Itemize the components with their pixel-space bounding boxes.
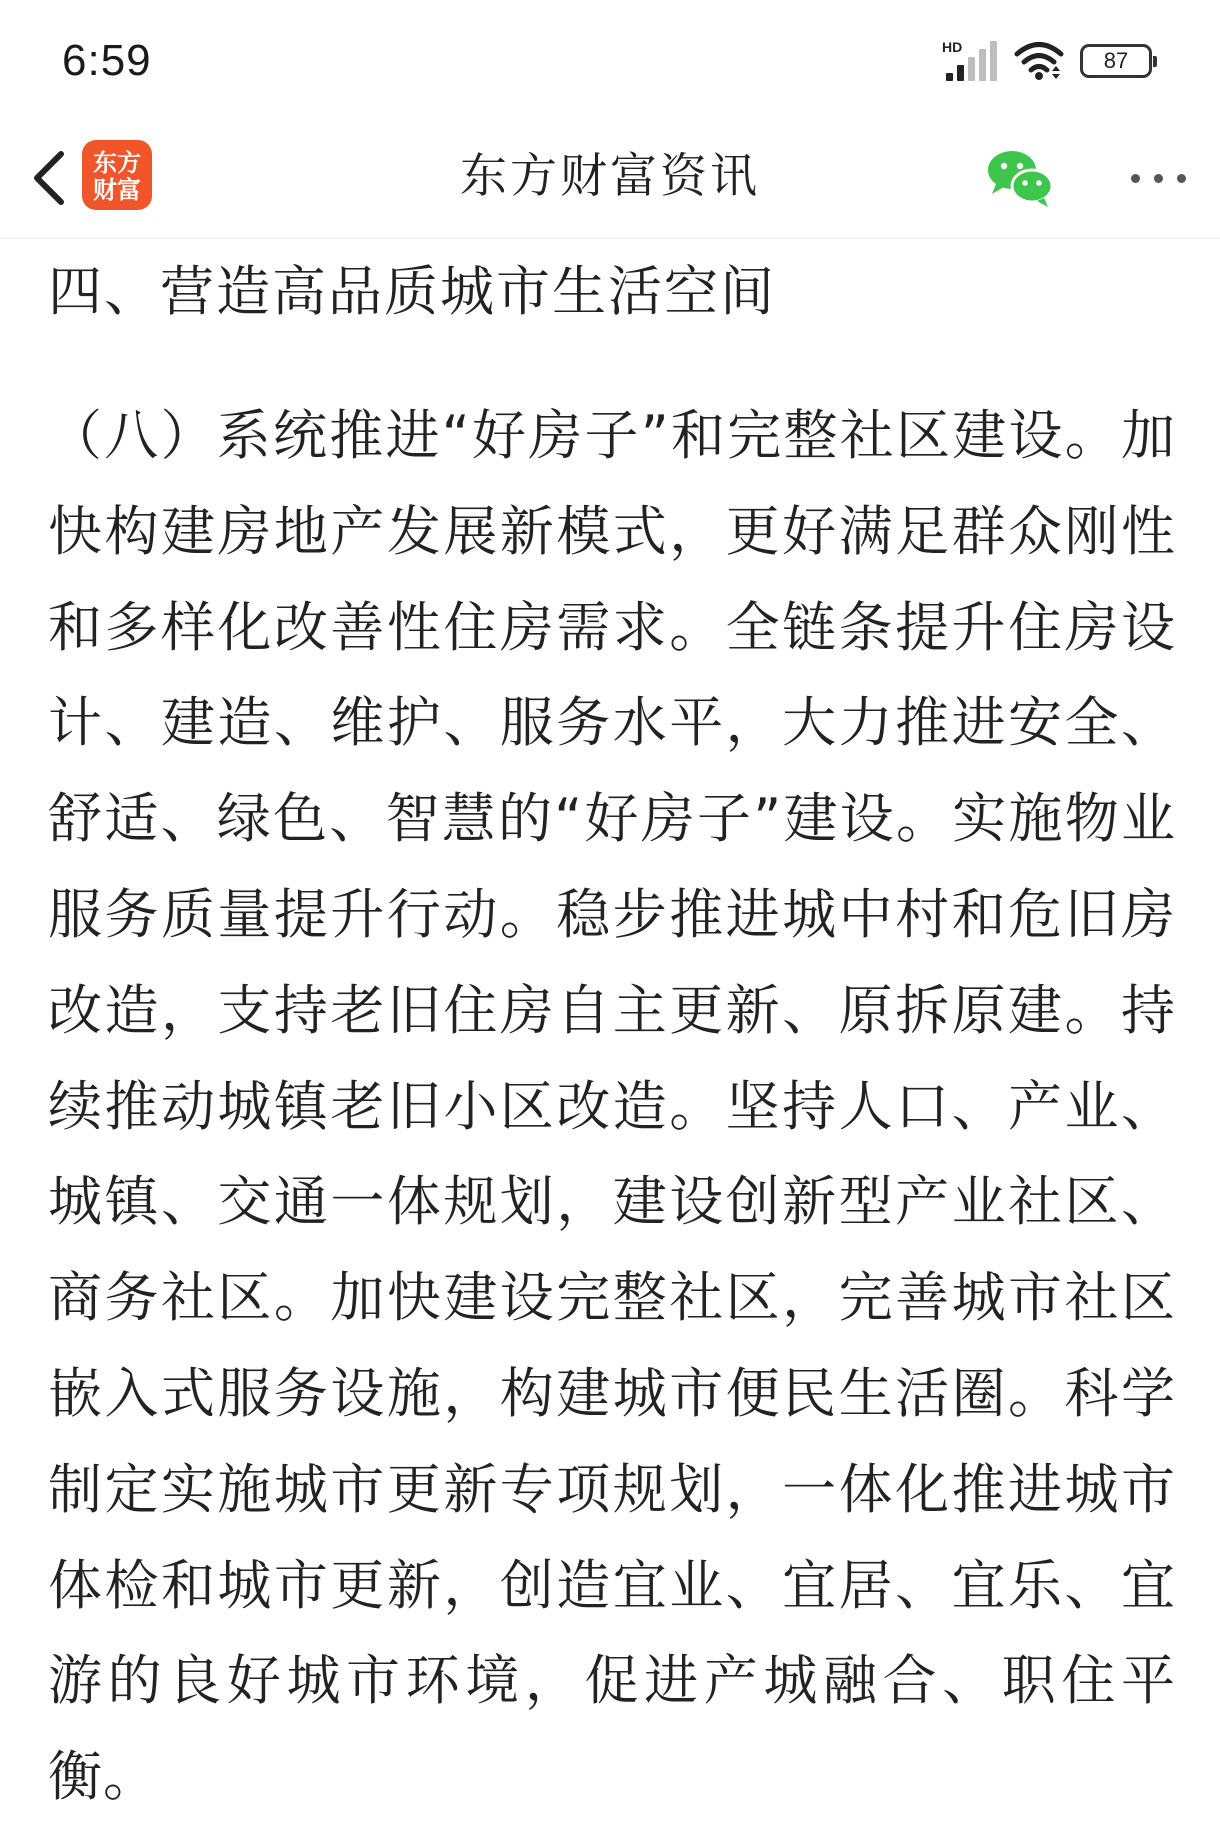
section-heading: 四、营造高品质城市生活空间	[48, 260, 776, 323]
more-options-button[interactable]	[1110, 146, 1206, 210]
battery-indicator: 87	[1080, 44, 1152, 78]
wechat-share-button[interactable]	[984, 146, 1056, 210]
cellular-signal-icon	[942, 39, 998, 83]
navigation-bar	[0, 120, 1220, 239]
wechat-icon	[984, 146, 1056, 210]
more-dot-icon	[1131, 174, 1140, 183]
logo-text-line1: 东方	[93, 147, 141, 177]
more-dot-icon	[1177, 174, 1186, 183]
app-logo	[82, 140, 152, 210]
network-hd-label: HD	[942, 39, 963, 55]
more-dot-icon	[1154, 174, 1163, 183]
back-button[interactable]	[16, 140, 80, 216]
page-title: 东方财富资讯	[460, 149, 760, 204]
chevron-left-icon	[29, 150, 67, 206]
article-content	[48, 252, 1176, 1825]
status-bar	[0, 0, 1220, 120]
status-icons	[942, 38, 1152, 84]
wifi-icon	[1014, 41, 1064, 81]
logo-text-line2: 财富	[93, 174, 141, 204]
article-paragraph: （八）系统推进“好房子”和完整社区建设。加快构建房地产发展新模式，更好满足群众刚性和多样化改善性住房需求。全链条提升住房设计、建造、维护、服务水平，大力推进安全、舒适、绿色、智慧的“好房子”建设。实施物业服务质量提升行动。稳步推进城中村和危旧房改造，支持老旧住房自主更新、原拆原建。持续推动城镇老旧小区改造。坚持人口、产业、城镇、交通一体规划，建设创新型产业社区、商务社区。加快建设完整社区，完善城市社区嵌入式服务设施，构建城市便民生活圈。科学制定实施城市更新专项规划，一体化推进城市体检和城市更新，创造宜业、宜居、宜乐、宜游的良好城市环境，促进产城融合、职住平衡。	[48, 404, 1176, 1809]
status-time: 6:59	[62, 36, 152, 85]
